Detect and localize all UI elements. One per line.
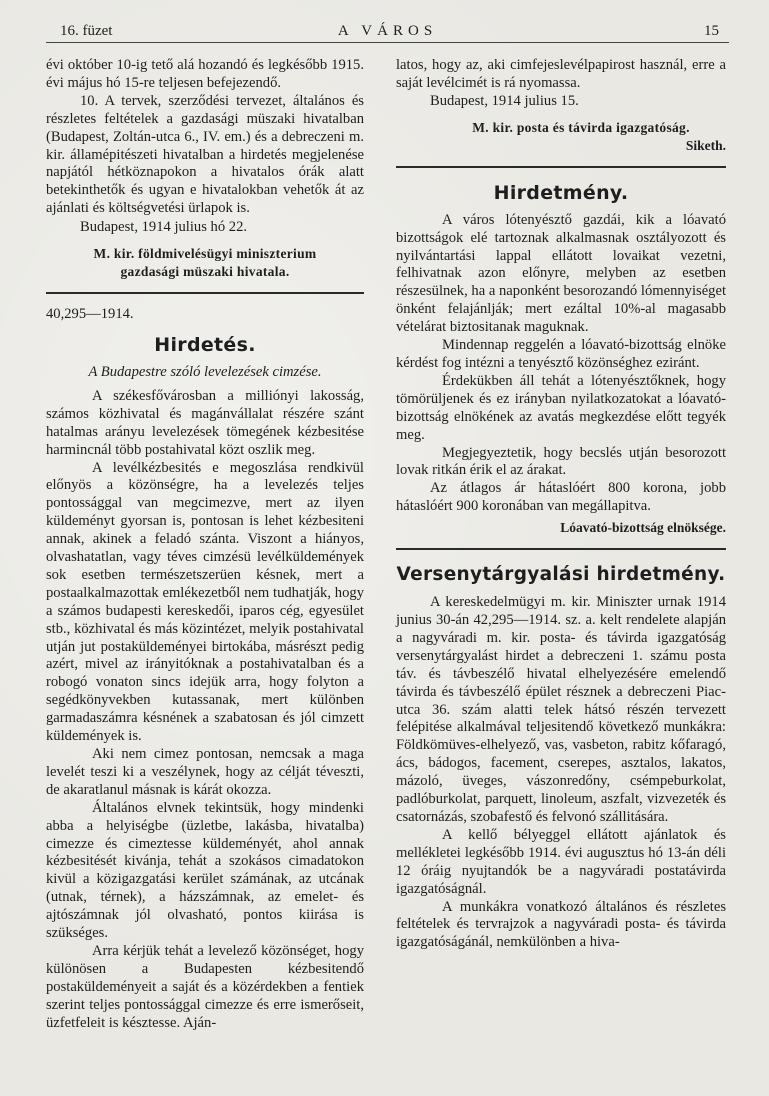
notice-paragraph: A levélkézbesités e megoszlása rendkivül előnyös a közönségre, ha a levelezés teljes pontossággal van megcimezve, mert az ilyen küldeményt gyorsan is, pontosan is lehet kézbesiteni annak, akinek a feladó szánta. Viszont a hiányos, olvashatatlan, vagy téves cimzésü levélküldemények sok esetben természetszerüen késnek, mert a postaalkalmazottak emlékezetből nem tudhatják, hogy a számos budapesti kereskedői, iparos cég, egyesület stb., közhivatal és más közintézet, melyik postahivatal utján jut postaküldeményei birtokába, másrészt pedig azért, mivel az irányitóknak a postahivatalban és a robogó vonaton sincs idejük arra, hogy folyton a segédkönyvekben kutassanak, mert különben garmadaszámra késnének a szabatosan és jól cimzett küldemények is. xyxy=(46,459,364,745)
versenytargyalas-paragraph: A kellő bélyeggel ellátott ajánlatok és mellékletei legkésőbb 1914. évi augusztus hó 13-án déli 12 óráig nyujtandók be a nagyváradi postatávirda igazgatóságnál. xyxy=(396,826,726,897)
left-column xyxy=(46,57,364,1033)
hirdetmeny-paragraph: Érdekükben áll tehát a lótenyésztőknek, hogy tömörüljenek és ez irányban nyilatkozatokat a lóavató-bizottság elnökének az avatás megkezdése előtt tegyék meg. xyxy=(396,372,726,443)
issue-label: 16. füzet xyxy=(60,23,113,39)
page-number: 15 xyxy=(704,23,719,39)
hirdetmeny-paragraph: Mindennap reggelén a lóavató-bizottság elnöke kérdést fog intézni a tenyésztő közönséghez eziránt. xyxy=(396,337,726,371)
section-heading-hirdetmeny: Hirdetmény. xyxy=(493,181,629,204)
dateline: Budapest, 1914 julius 15. xyxy=(430,92,579,109)
notice-paragraph: A székesfővárosban a milliónyi lakosság, számos közhivatal és magánvállalat részére szánt hatalmas arányu levelezések tömegének kézbesitése harmincnál több postahivatal közt oszlik meg. xyxy=(46,387,364,458)
dateline: Budapest, 1914 julius hó 22. xyxy=(80,219,248,236)
signature-line-2: gazdasági müszaki hivatala. xyxy=(120,264,290,280)
paragraph-10: 10. A tervek, szerződési tervezet, általános és részletes feltételek a gazdasági müszaki hivatalban (Budapest, Zoltán-utca 6., IV. em.) és a debreczeni m. kir. államépitészeti hivatalban a hirdetés megjelenése napjától hétköznapokon a hivatalos órák alatt betekinthetők és ugyan e hivatalokban vehetők át az ajánlati és költségvetési ürlapok is. xyxy=(46,92,364,217)
notice-paragraph: Általános elvnek tekintsük, hogy mindenki abba a helyiségbe (üzletbe, lakásba, hivatalba) cimezze és cimeztesse küldeményét, ahol annak kézbesitését kivánja, tehát a szokásos cimadatokon kivül a közigazgatási kerület számának, az utcának (utnak, térnek), a házszámnak, az emelet- és ajtószámnak jól olvasható, pontos kiirása is szükséges. xyxy=(46,799,364,942)
reference-number: 40,295—1914. xyxy=(46,306,134,323)
hirdetmeny-paragraph: Megjegyeztetik, hogy becslés utján besorozott lovak ritkán érik el az árakat. xyxy=(396,444,726,479)
notice-paragraph: Arra kérjük tehát a levelező közönséget, hogy különösen a Budapesten kézbesitendő postaküldeményeit a saját és a közérdekben a fentiek szerint teljes pontossággal cimezze és erre ismerőseit, üzfetfeleit is késztesse. Aján- xyxy=(46,942,364,1031)
hirdetmeny-paragraph: A város lótenyésztő gazdái, kik a lóavató bizottságok elé tartoznak alkalmasnak osztályozott és nyilvántartási lappal ellátott lovaikat vezetni, felhivatnak azon előnyre, melyben az esetben részesülnek, ha a naponként besorozandó lómennyiséget önként felajánlják; mert ezáltal 10%-al magasabb vételárat biztositanak maguknak. xyxy=(396,211,726,336)
signature-line-2: Siketh. xyxy=(685,137,726,153)
running-head xyxy=(46,20,729,43)
continuation-text: évi október 10-ig tető alá hozandó és legkésőbb 1915. évi május hó 15-re teljesen befejezendő. xyxy=(46,57,364,91)
section-heading-hirdetes: Hirdetés. xyxy=(154,333,256,356)
versenytargyalas-paragraph: A kereskedelmügyi m. kir. Miniszter urnak 1914 junius 30-án 42,295—1914. sz. a. kelt rendelete alapján a nagyváradi m. kir. posta- és távirda igazgatóság versenytárgyalást hirdet a debreczeni 1. számu posta táv. és távbeszélő hivatal elhelyezésére emelendő távirda és távbeszélő épület résznek a debreczeni Piac-utca 36. szám alatti telek hátsó részén tervezett felépitése alkalmával teljesitendő következő munkákra: Földkömüves-elhelyező, vas, vasbeton, rabitz kőfaragó, ács, bádogos, facement, cserepes, asztalos, lakatos, mázoló, üveges, vászonredőny, csémpeburkolat, padlóburkolat, parquett, linoleum, aszfalt, vizvezeték és csatornázás, szobafestő és felvonó szállitására. xyxy=(396,594,726,825)
continuation-text: latos, hogy az, aki cimfejeslevélpapirost használ, erre a saját levélcimét is rá nyomassa. xyxy=(396,57,726,91)
versenytargyalas-paragraph: A munkákra vonatkozó általános és részletes feltételek és tervrajzok a nagyváradi posta- és távirda igazgatóságánál, nemkülönben a hiva- xyxy=(396,898,726,951)
signature-line-1: M. kir. földmivelésügyi miniszterium xyxy=(93,246,317,262)
section-divider xyxy=(396,548,726,550)
right-column xyxy=(396,57,726,952)
signature-line-1: M. kir. posta és távirda igazgatóság. xyxy=(472,119,690,135)
hirdetmeny-signature: Lóavató-bizottság elnöksége. xyxy=(560,520,726,536)
section-divider xyxy=(396,166,726,168)
notice-paragraph: Aki nem cimez pontosan, nemcsak a maga levelét teszi ki a veszélynek, hogy az célját téveszti, de akaratlanul másnak is kárát okozza. xyxy=(46,746,364,798)
section-heading-versenytargyalas: Versenytárgyalási hirdetmény. xyxy=(396,564,726,586)
section-subheading: A Budapestre szóló levelezések cimzése. xyxy=(88,363,322,380)
hirdetmeny-paragraph: Az átlagos ár hátaslóért 800 korona, jobb hátaslóért 900 koronában van megállapitva. xyxy=(396,480,726,515)
section-divider xyxy=(46,292,364,294)
publication-title: A VÁROS xyxy=(337,23,438,39)
